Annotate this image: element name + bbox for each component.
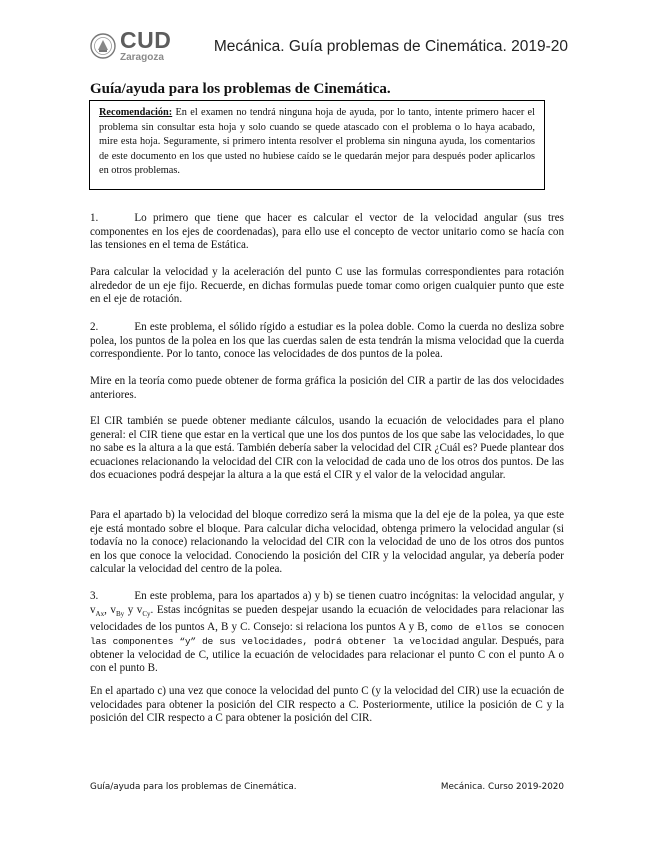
item-number-2: 2. bbox=[90, 321, 99, 333]
paragraph-3-text: En este problema, el sólido rígido a estudiar es la polea doble. Como la cuerda no desliza sobre polea, los puntos de la polea en los que las cuerdas salen de esta tendrán la misma velocidad que la cuerda correspondiente. Por lo tanto, conoce las velocidades de dos puntos de la polea. bbox=[90, 321, 564, 361]
paragraph-7-part-e: angular. Después, para obtener la velocidad de C, utilice la ecuación de velocidades para relacionar el punto C con el punto A o con el punto B. bbox=[90, 635, 564, 675]
subscript-by: By bbox=[115, 609, 125, 618]
paragraph-7-mono-text: como de ellos se conocen las componentes “y” de sus velocidades, podrá obtener la velocidad bbox=[90, 622, 564, 647]
logo-sub-text: Zaragoza bbox=[120, 52, 164, 63]
recommendation-label: Recomendación: bbox=[99, 107, 173, 118]
paragraph-1-text: Lo primero que tiene que hacer es calcular el vector de la velocidad angular (sus tres componentes en los ejes de coordenadas), para ello use el concepto de vector unitario como se hacía con las tensiones en el tema de Estática. bbox=[90, 212, 564, 252]
logo-main-text: CUD bbox=[120, 27, 172, 53]
page-header bbox=[90, 26, 568, 68]
paragraph-7-part-d: . Estas incógnitas se pueden despejar usando la ecuación de velocidades para relacionar las velocidades de los puntos A, B y C. Consejo: si relaciona los puntos A y B, bbox=[90, 603, 565, 634]
paragraph-7-part-a: En este problema, para los apartados a) y b) se tienen cuatro incógnitas: la velocidad angular, y v bbox=[90, 590, 564, 616]
paragraph-8: En el apartado c) una vez que conoce la velocidad del punto C (y la velocidad del CIR) use la ecuación de velocidades para obtener la posición del CIR respecto a C. Posteriormente, utilice la posición de C y la posición del CIR respecto a C para obtener la posición del CIR. bbox=[90, 685, 564, 725]
paragraph-3 bbox=[90, 321, 564, 362]
recommendation-text: En el examen no tendrá ninguna hoja de ayuda, por lo tanto, intente primero hacer el problema sin consultar esta hoja y solo cuando se quede atascado con el problema o lo haya acabado, mire esta hoja. Seguramente, si primero intenta resolver el problema sin ninguna ayuda, los comentarios de este documento en los que usted no hubiese caído se le quedarán mejor para después poder aplicarlos en otros problemas. bbox=[99, 107, 535, 177]
footer-left: Guía/ayuda para los problemas de Cinemática. bbox=[90, 782, 297, 792]
subscript-cy: Cy bbox=[142, 609, 151, 618]
item-number-3: 3. bbox=[90, 590, 99, 602]
paragraph-7 bbox=[90, 590, 564, 676]
paragraph-6: Para el apartado b) la velocidad del bloque corredizo será la misma que la del eje de la polea, ya que este eje está montado sobre el bloque. Para calcular dicha velocidad, obtenga primero la velocidad angular (si todavía no la conoce) relacionando la velocidad del CIR con la velocidad de uno de los otros dos puntos en los que conoce la velocidad. Conociendo la posición del CIR y la velocidad angular, ya debería poder calcular la velocidad del centro de la polea. bbox=[90, 509, 564, 576]
document-title: Guía/ayuda para los problemas de Cinemática. bbox=[90, 81, 391, 97]
item-number-1: 1. bbox=[90, 212, 99, 224]
header-title: Mecánica. Guía problemas de Cinemática. 2019-20 bbox=[213, 38, 568, 55]
subscript-ax: Ax bbox=[95, 609, 105, 618]
paragraph-1 bbox=[90, 212, 564, 253]
paragraph-7-part-c: y v bbox=[124, 603, 143, 616]
paragraph-5: El CIR también se puede obtener mediante cálculos, usando la ecuación de velocidades para el plano general: el CIR tiene que estar en la vertical que une los dos puntos de los que sabe las velocidades, lo que no sabe es la altura a la que está. También debería saber la velocidad del CIR ¿Cuál es? Puede plantear dos ecuaciones relacionando la velocidad del CIR con la velocidad de cada uno de los otros dos puntos. De las dos ecuaciones podrá despejar la altura a la que está el CIR y el valor de la velocidad angular. bbox=[90, 415, 564, 482]
paragraph-7-part-b: , v bbox=[104, 603, 116, 616]
recommendation-box bbox=[89, 100, 545, 190]
paragraph-2: Para calcular la velocidad y la aceleración del punto C use las formulas correspondientes para rotación alrededor de un eje fijo. Recuerde, en dichas formulas puede tomar como origen cualquier punto que este en el eje de rotación. bbox=[90, 266, 564, 306]
footer-right: Mecánica. Curso 2019-2020 bbox=[440, 782, 564, 792]
cud-logo bbox=[90, 26, 171, 66]
paragraph-4: Mire en la teoría como puede obtener de forma gráfica la posición del CIR a partir de las dos velocidades anteriores. bbox=[90, 375, 564, 401]
university-seal-icon bbox=[90, 33, 116, 59]
